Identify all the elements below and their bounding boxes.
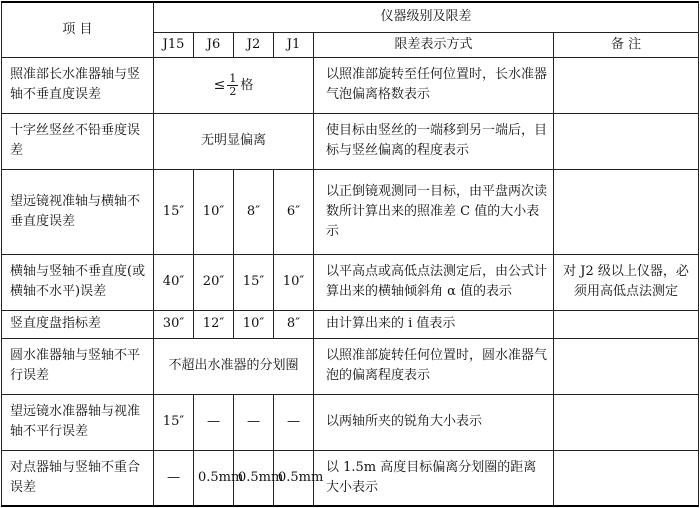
header-instrument-group: 仪器级别及限差: [154, 2, 699, 32]
row-value: 8″: [274, 310, 314, 338]
row-value: 15″: [234, 254, 274, 310]
table-row: [2, 310, 699, 338]
row-item: 照准部长水准器轴与竖轴不垂直度误差: [2, 57, 154, 113]
row-note: [554, 338, 699, 394]
row-note: [554, 310, 699, 338]
header-grade: J6: [194, 32, 234, 57]
row-item: 横轴与竖轴不垂直度(或横轴不水平)误差: [2, 254, 154, 310]
header-note: 备 注: [554, 32, 699, 57]
header-grade: J1: [274, 32, 314, 57]
row-value: 0.5mm: [234, 450, 274, 506]
row-limit: 不超出水准器的分划圈: [154, 338, 314, 394]
table-row: [2, 338, 699, 394]
row-note: 对 J2 级以上仪器，必须用高低点法测定: [554, 254, 699, 310]
limit-unit: 格: [240, 77, 254, 93]
row-item: 竖直度盘指标差: [2, 310, 154, 338]
row-item: 望远镜水准器轴与视准轴不平行误差: [2, 394, 154, 450]
row-value: 0.5mm: [274, 450, 314, 506]
row-method: 以照准部旋转任何位置时，圆水准器气泡的偏离程度表示: [314, 338, 554, 394]
header-row-1: [2, 2, 699, 32]
row-value: 10″: [274, 254, 314, 310]
header-grade: J2: [234, 32, 274, 57]
row-method: 以照准部旋转至任何位置时，长水准器气泡偏离格数表示: [314, 57, 554, 113]
row-note: [554, 169, 699, 254]
row-limit: [154, 57, 314, 113]
row-item: 对点器轴与竖轴不重合误差: [2, 450, 154, 506]
row-value: 12″: [194, 310, 234, 338]
row-value: 15″: [154, 394, 194, 450]
row-value: 10″: [194, 169, 234, 254]
row-note: [554, 450, 699, 506]
fraction-denominator: 2: [229, 84, 237, 98]
row-value: 6″: [274, 169, 314, 254]
row-method: 以两轴所夹的锐角大小表示: [314, 394, 554, 450]
table-row: [2, 169, 699, 254]
fraction: [227, 73, 238, 98]
row-method: 以平高点或高低点法测定后，由公式计算出来的横轴倾斜角 α 值的表示: [314, 254, 554, 310]
table-row: [2, 113, 699, 169]
row-value: 0.5mm: [194, 450, 234, 506]
table-row: [2, 450, 699, 506]
tolerance-table: [1, 1, 699, 507]
row-note: [554, 57, 699, 113]
row-value: 8″: [234, 169, 274, 254]
row-value: 10″: [234, 310, 274, 338]
row-limit: 无明显偏离: [154, 113, 314, 169]
table-row: [2, 57, 699, 113]
row-method: 使目标由竖丝的一端移到另一端后，目标与竖丝偏离的程度表示: [314, 113, 554, 169]
row-value: 15″: [154, 169, 194, 254]
table-row: [2, 254, 699, 310]
row-value: 20″: [194, 254, 234, 310]
row-note: [554, 113, 699, 169]
row-item: 圆水准器轴与竖轴不平行误差: [2, 338, 154, 394]
row-value: 30″: [154, 310, 194, 338]
row-method: 以 1.5m 高度目标偏离分划圈的距离大小表示: [314, 450, 554, 506]
table-row: [2, 394, 699, 450]
row-value: —: [234, 394, 274, 450]
row-value: 40″: [154, 254, 194, 310]
row-item: 望远镜视准轴与横轴不垂直度误差: [2, 169, 154, 254]
header-method: 限差表示方式: [314, 32, 554, 57]
row-item: 十字丝竖丝不铅垂度误差: [2, 113, 154, 169]
row-method: 以正倒镜观测同一目标，由平盘两次读数所计算出来的照准差 C 值的大小表示: [314, 169, 554, 254]
leq-symbol: ≤: [213, 76, 226, 93]
row-note: [554, 394, 699, 450]
header-grade: J15: [154, 32, 194, 57]
row-value: —: [194, 394, 234, 450]
row-value: —: [274, 394, 314, 450]
row-value: —: [154, 450, 194, 506]
row-method: 由计算出来的 i 值表示: [314, 310, 554, 338]
fraction-numerator: 1: [229, 71, 237, 85]
header-item: 项 目: [2, 2, 154, 57]
